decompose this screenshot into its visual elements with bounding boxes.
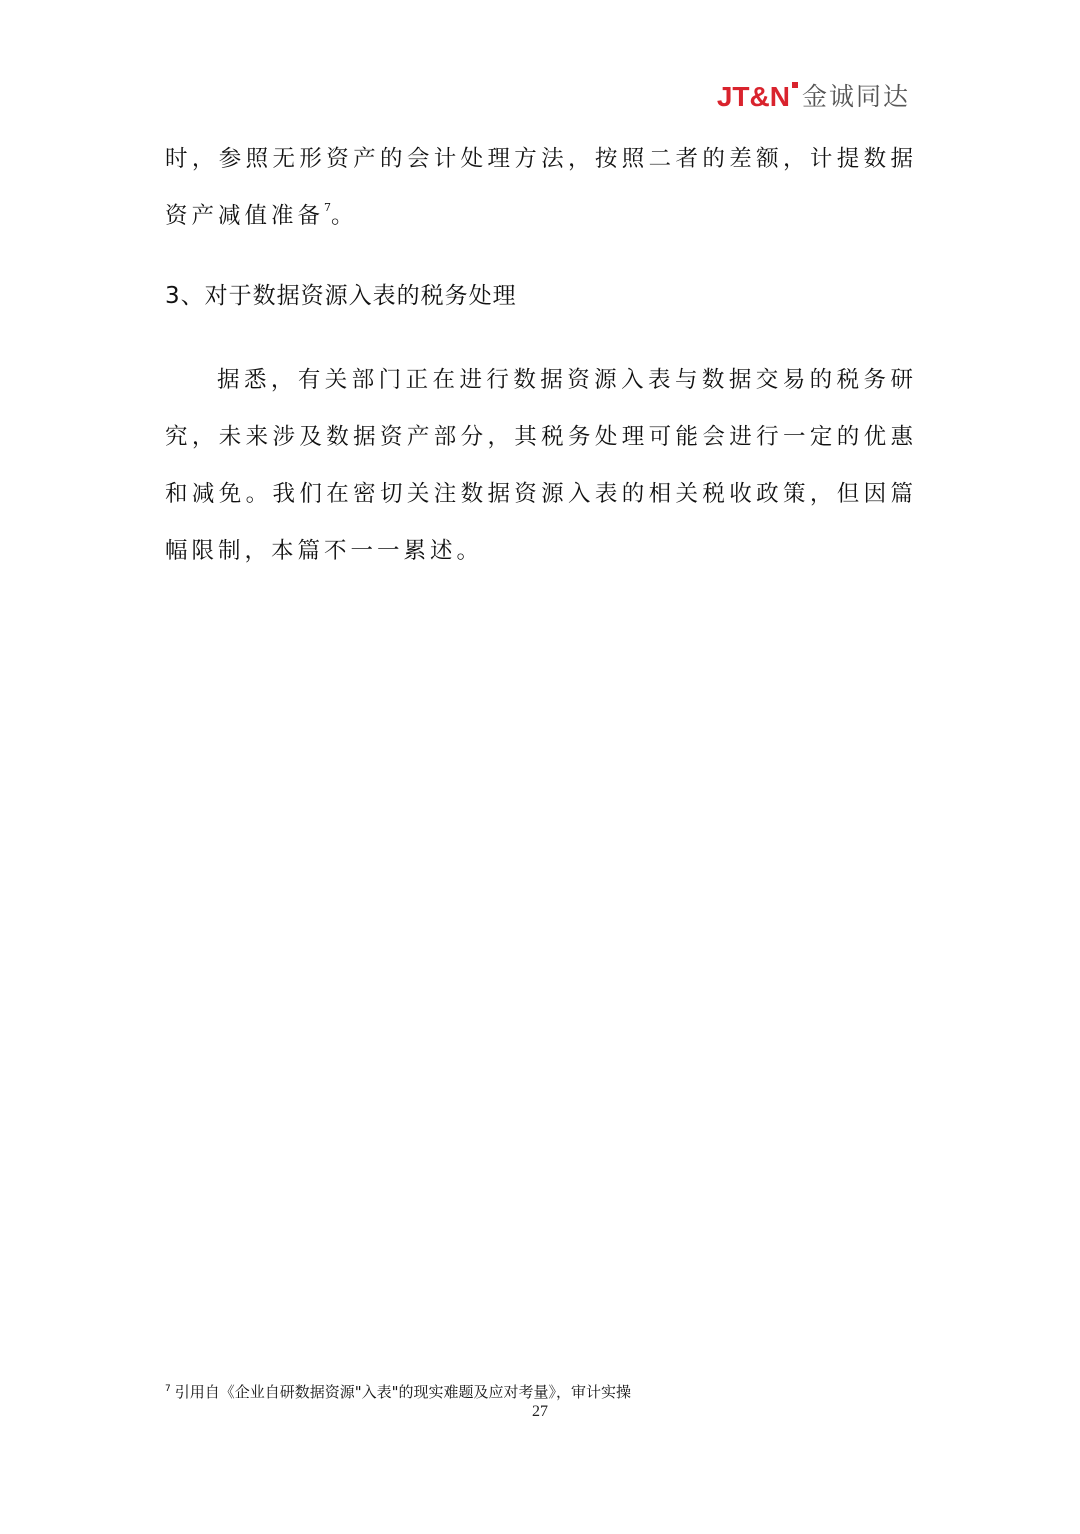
logo-dot (792, 82, 798, 88)
footnote-text: 引用自《企业自研数据资源"入表"的现实难题及应对考量》，审计实操 (174, 1383, 632, 1401)
logo-chinese-text: 金诚同达 (801, 82, 910, 111)
logo-latin-text: JT&N (716, 81, 790, 112)
paragraph-continued (165, 131, 917, 245)
footnote (165, 1378, 631, 1403)
section-heading: 3、对于数据资源入表的税务处理 (165, 283, 517, 309)
company-logo (717, 80, 910, 116)
paragraph-tax: 据悉，有关部门正在进行数据资源入表与数据交易的税务研究，未来涉及数据资产部分，其税务处理可能会进行一定的优惠和减免。我们在密切关注数据资源入表的相关税收政策，但因篇幅限制，本篇不一一累述。 (165, 367, 917, 564)
paragraph-continued-end: 。 (331, 203, 358, 229)
footnote-number: 7 (165, 1384, 171, 1394)
paragraph-continued-text: 时，参照无形资产的会计处理方法，按照二者的差额，计提数据资产减值准备 (165, 146, 917, 229)
footnote-reference[interactable]: 7 (324, 200, 332, 214)
page-number: 27 (532, 1403, 548, 1420)
